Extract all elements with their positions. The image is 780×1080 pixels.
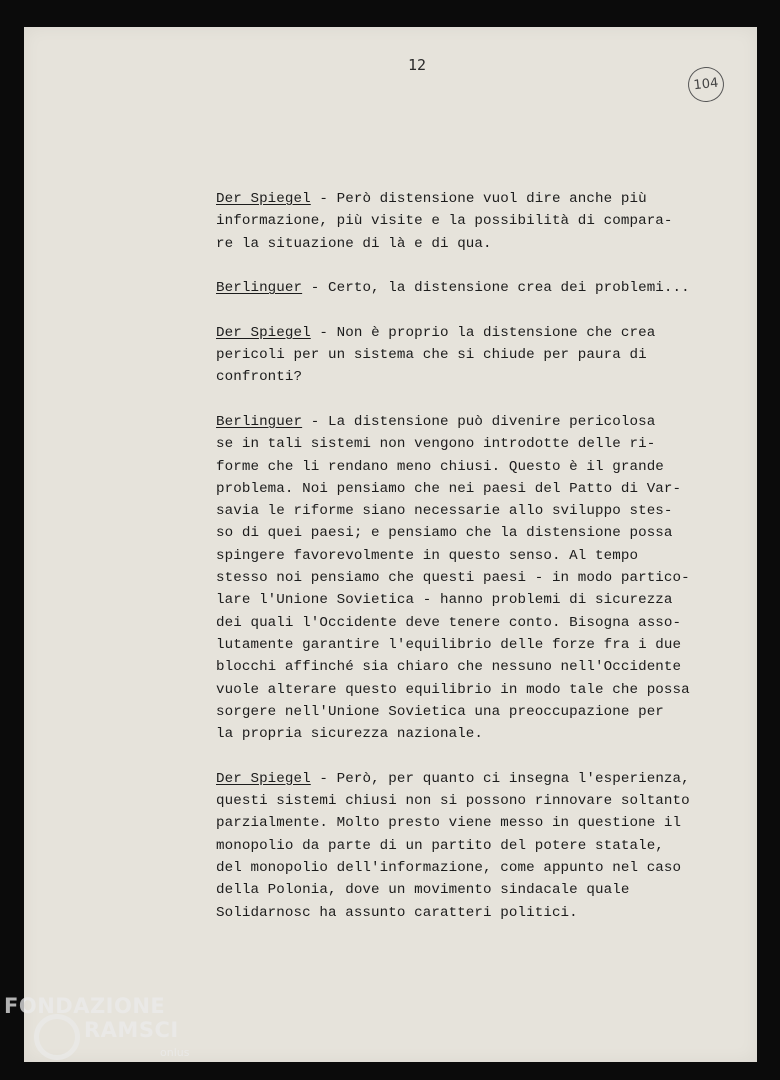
paragraph-text: - Certo, la distensione crea dei problemi... bbox=[302, 280, 690, 297]
paragraph-text: - Però, per quanto ci insegna l'esperienza, questi sistemi chiusi non si possono rinnovare soltanto parzialmente. Molto presto viene messo in questione il monopolio da parte di un partito del potere statale, del monopolio dell'informazione, come appunto nel caso della Polonia, dove un movimento sindacale quale Solidarnosc ha assunto caratteri politici. bbox=[216, 770, 690, 921]
page-number: 12 bbox=[408, 56, 427, 74]
paragraph-text: - La distensione può divenire pericolosa se in tali sistemi non vengono introdotte delle ri- forme che li rendano meno chiusi. Questo è il grande problema. Noi pensiamo che nei paesi del Patto di Var- savia le riforme siano necessarie allo sviluppo stes- so di quei paesi; e pensiamo che la distensione possa spingere favorevolmente in questo senso. Al tempo stesso noi pensiamo che questi paesi - in modo partico- lare l'Unione Sovietica - hanno problemi di sicurezza dei quali l'Occidente deve tenere conto. Bisogna asso- lutamente garantire l'equilibrio delle forze fra i due blocchi affinché sia chiaro che nessuno nell'Occidente vuole alterare questo equilibrio in modo tale che possa sorgere nell'Unione Sovietica una preoccupazione per la propria sicurezza nazionale. bbox=[216, 413, 690, 743]
speaker-label: Der Spiegel bbox=[216, 191, 311, 207]
paragraph-3 bbox=[216, 322, 756, 389]
paragraph-5 bbox=[216, 768, 756, 924]
interview-text bbox=[216, 188, 756, 946]
speaker-label: Berlinguer bbox=[216, 280, 303, 297]
paragraph-text: - Però distensione vuol dire anche più informazione, più visite e la possibilità di compara- re la situazione di là e di qua. bbox=[216, 191, 673, 252]
paragraph-4 bbox=[216, 411, 756, 745]
paragraph-2 bbox=[216, 277, 756, 299]
speaker-label: Der Spiegel bbox=[216, 324, 311, 341]
watermark-line-3: onlus bbox=[160, 1046, 190, 1059]
paragraph-text: - Non è proprio la distensione che crea pericoli per un sistema che si chiude per paura di confronti? bbox=[216, 324, 656, 386]
watermark-line-2: RAMSCI bbox=[84, 1018, 179, 1042]
speaker-label: Berlinguer bbox=[216, 413, 303, 430]
archive-stamp-number: 104 bbox=[692, 75, 720, 94]
watermark-line-1: FONDAZIONE bbox=[4, 994, 166, 1018]
paragraph-1 bbox=[216, 188, 756, 255]
speaker-label: Der Spiegel bbox=[216, 770, 311, 787]
